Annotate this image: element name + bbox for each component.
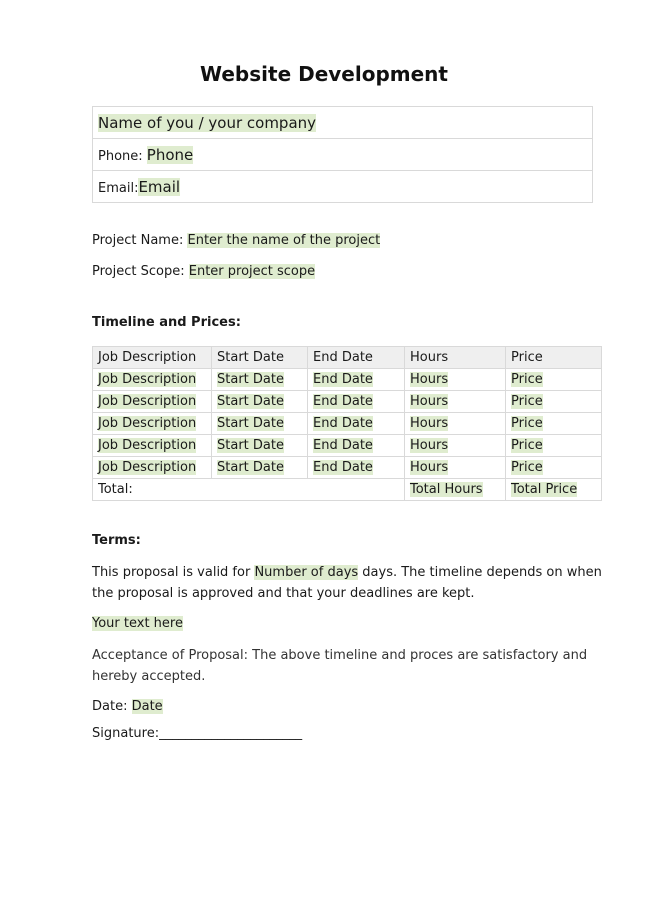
- terms-heading: Terms:: [92, 533, 141, 548]
- hours-field[interactable]: Hours: [410, 372, 449, 387]
- table-cell: [308, 457, 405, 479]
- end-date-field[interactable]: End Date: [313, 394, 373, 409]
- start-date-field[interactable]: Start Date: [217, 438, 284, 453]
- table-cell: [405, 391, 506, 413]
- validity-text-pre: This proposal is valid for: [92, 565, 255, 580]
- table-cell: [93, 413, 212, 435]
- price-field[interactable]: Price: [511, 394, 543, 409]
- hours-field[interactable]: Hours: [410, 394, 449, 409]
- table-row: [93, 369, 602, 391]
- email-cell: [93, 171, 593, 203]
- table-cell: [308, 435, 405, 457]
- company-name-cell: [93, 107, 593, 139]
- price-field[interactable]: Price: [511, 372, 543, 387]
- total-row: [93, 479, 602, 501]
- job-description-field[interactable]: Job Description: [98, 438, 197, 453]
- table-cell: [405, 457, 506, 479]
- table-header-row: [93, 347, 602, 369]
- table-cell: [405, 413, 506, 435]
- table-cell: [506, 479, 602, 501]
- table-cell: [93, 457, 212, 479]
- column-header: Job Description: [93, 347, 212, 369]
- table-cell: [506, 369, 602, 391]
- start-date-field[interactable]: Start Date: [217, 416, 284, 431]
- total-hours-field[interactable]: Total Hours: [410, 482, 483, 497]
- table-cell: [212, 413, 308, 435]
- project-scope-line: [92, 264, 315, 279]
- end-date-field[interactable]: End Date: [313, 372, 373, 387]
- table-cell: [405, 369, 506, 391]
- table-row: [93, 413, 602, 435]
- timeline-table: [92, 346, 602, 501]
- validity-paragraph: [92, 562, 604, 604]
- table-cell: [506, 457, 602, 479]
- acceptance-paragraph: Acceptance of Proposal: The above timeline and proces are satisfactory and hereby accepted.: [92, 648, 588, 684]
- table-cell: [212, 435, 308, 457]
- table-row: [93, 435, 602, 457]
- phone-cell: [93, 139, 593, 171]
- column-header: Hours: [405, 347, 506, 369]
- project-scope-field[interactable]: Enter project scope: [188, 264, 316, 279]
- table-cell: [405, 479, 506, 501]
- custom-text-line: [92, 616, 183, 631]
- start-date-field[interactable]: Start Date: [217, 460, 284, 475]
- price-field[interactable]: Price: [511, 438, 543, 453]
- project-name-field[interactable]: Enter the name of the project: [187, 233, 381, 248]
- contact-info-table: [92, 106, 593, 203]
- phone-field[interactable]: Phone: [146, 145, 194, 164]
- job-description-field[interactable]: Job Description: [98, 372, 197, 387]
- job-description-field[interactable]: Job Description: [98, 394, 197, 409]
- table-cell: [212, 369, 308, 391]
- date-field[interactable]: Date: [131, 699, 163, 714]
- column-header: Price: [506, 347, 602, 369]
- table-cell: [506, 413, 602, 435]
- table-cell: [308, 413, 405, 435]
- signature-line[interactable]: Signature:______________________: [92, 726, 303, 741]
- table-cell: [212, 457, 308, 479]
- custom-text-field[interactable]: Your text here: [92, 616, 183, 631]
- table-cell: [506, 391, 602, 413]
- table-cell: [212, 391, 308, 413]
- date-label: Date:: [92, 699, 132, 714]
- company-name-field[interactable]: Name of you / your company: [98, 113, 317, 132]
- end-date-field[interactable]: End Date: [313, 416, 373, 431]
- hours-field[interactable]: Hours: [410, 416, 449, 431]
- validity-text-post: days. The timeline depends on when the proposal is approved and that your deadlines are kept.: [92, 565, 602, 601]
- timeline-heading: Timeline and Prices:: [92, 315, 241, 330]
- table-cell: [93, 391, 212, 413]
- table-cell: [93, 369, 212, 391]
- hours-field[interactable]: Hours: [410, 438, 449, 453]
- table-cell: [93, 435, 212, 457]
- project-name-label: Project Name:: [92, 233, 188, 248]
- document-title: Website Development: [200, 62, 448, 86]
- date-line: [92, 699, 163, 714]
- end-date-field[interactable]: End Date: [313, 460, 373, 475]
- end-date-field[interactable]: End Date: [313, 438, 373, 453]
- job-description-field[interactable]: Job Description: [98, 460, 197, 475]
- total-price-field[interactable]: Total Price: [511, 482, 578, 497]
- column-header: End Date: [308, 347, 405, 369]
- table-cell: [308, 391, 405, 413]
- start-date-field[interactable]: Start Date: [217, 372, 284, 387]
- email-field[interactable]: Email: [138, 177, 181, 196]
- start-date-field[interactable]: Start Date: [217, 394, 284, 409]
- table-cell: [308, 369, 405, 391]
- phone-label: Phone:: [98, 148, 147, 164]
- table-row: [93, 391, 602, 413]
- validity-days-field[interactable]: Number of days: [254, 565, 359, 580]
- email-label: Email:: [98, 180, 139, 196]
- column-header: Start Date: [212, 347, 308, 369]
- project-scope-label: Project Scope:: [92, 264, 189, 279]
- total-label: Total:: [93, 479, 405, 501]
- project-name-line: [92, 233, 380, 248]
- job-description-field[interactable]: Job Description: [98, 416, 197, 431]
- price-field[interactable]: Price: [511, 460, 543, 475]
- price-field[interactable]: Price: [511, 416, 543, 431]
- table-cell: [506, 435, 602, 457]
- table-row: [93, 457, 602, 479]
- table-cell: [405, 435, 506, 457]
- hours-field[interactable]: Hours: [410, 460, 449, 475]
